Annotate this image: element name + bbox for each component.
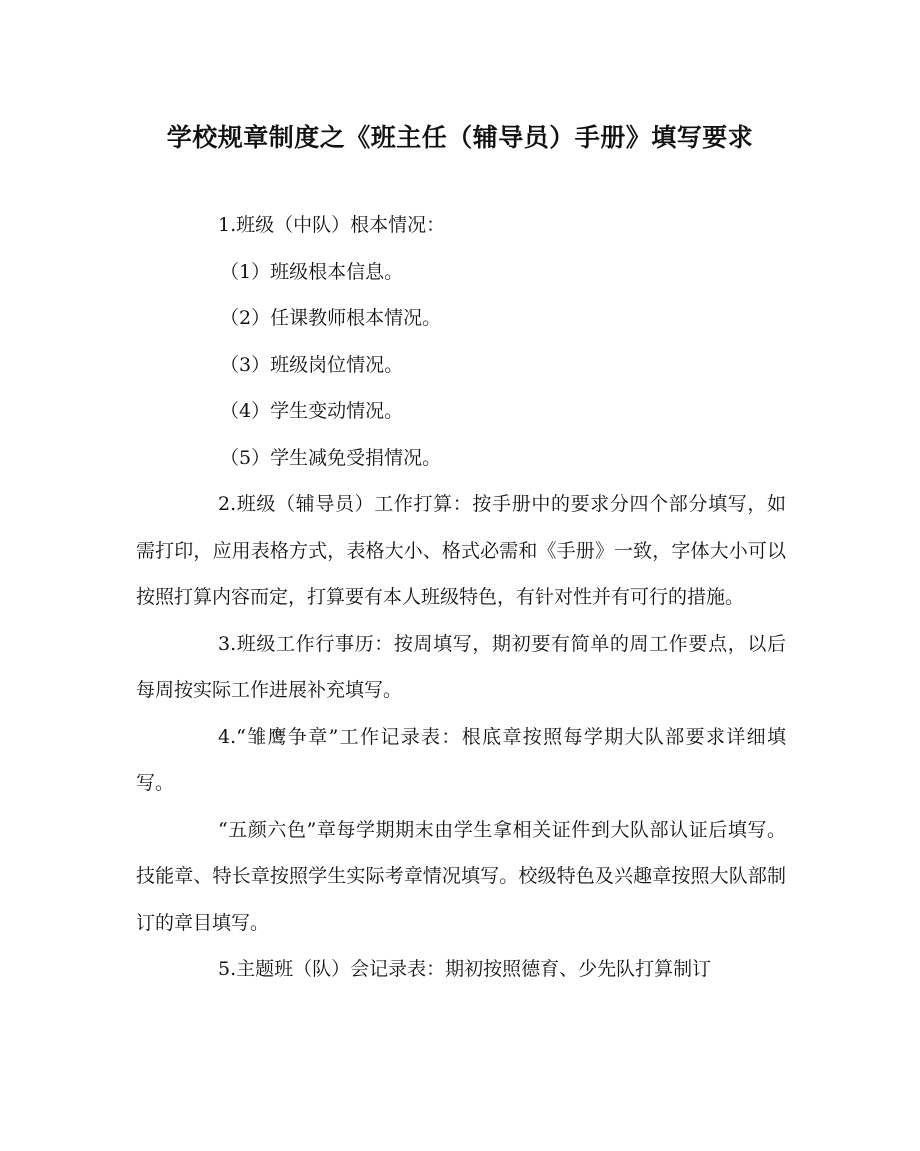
list-item-1: （1）班级根本信息。 — [220, 260, 404, 283]
section-4-continuation: “五颜六色”章每学期期末由学生拿相关证件到大队部认证后填写。技能章、特长章按照学生实际考章情况填写。校级特色及兴趣章按照大队部制订的章目填写。 — [136, 818, 786, 934]
section-3-paragraph: 3.班级工作行事历：按周填写，期初要有简单的周工作要点，以后每周按实际工作进展补充填写。 — [136, 632, 786, 701]
document-body — [136, 202, 786, 993]
section-5-paragraph: 5.主题班（队）会记录表：期初按照德育、少先队打算制订 — [218, 958, 712, 980]
section-1-heading: 1.班级（中队）根本情况： — [218, 214, 446, 236]
document-title: 学校规章制度之《班主任（辅导员）手册》填写要求 — [166, 123, 754, 152]
list-item-2: （2）任课教师根本情况。 — [220, 307, 442, 329]
list-item-3: （3）班级岗位情况。 — [220, 353, 404, 376]
list-item-5: （5）学生减免受捐情况。 — [220, 446, 442, 469]
section-4-paragraph: 4.“雏鹰争章”工作记录表：根底章按照每学期大队部要求详细填写。 — [136, 725, 786, 794]
list-item-4: （4）学生变动情况。 — [220, 400, 404, 422]
section-2-paragraph: 2.班级（辅导员）工作打算：按手册中的要求分四个部分填写，如需打印，应用表格方式，表格大小、格式必需和《手册》一致，字体大小可以按照打算内容而定，打算要有本人班级特色，有针对性并有可行的措施。 — [136, 493, 786, 608]
